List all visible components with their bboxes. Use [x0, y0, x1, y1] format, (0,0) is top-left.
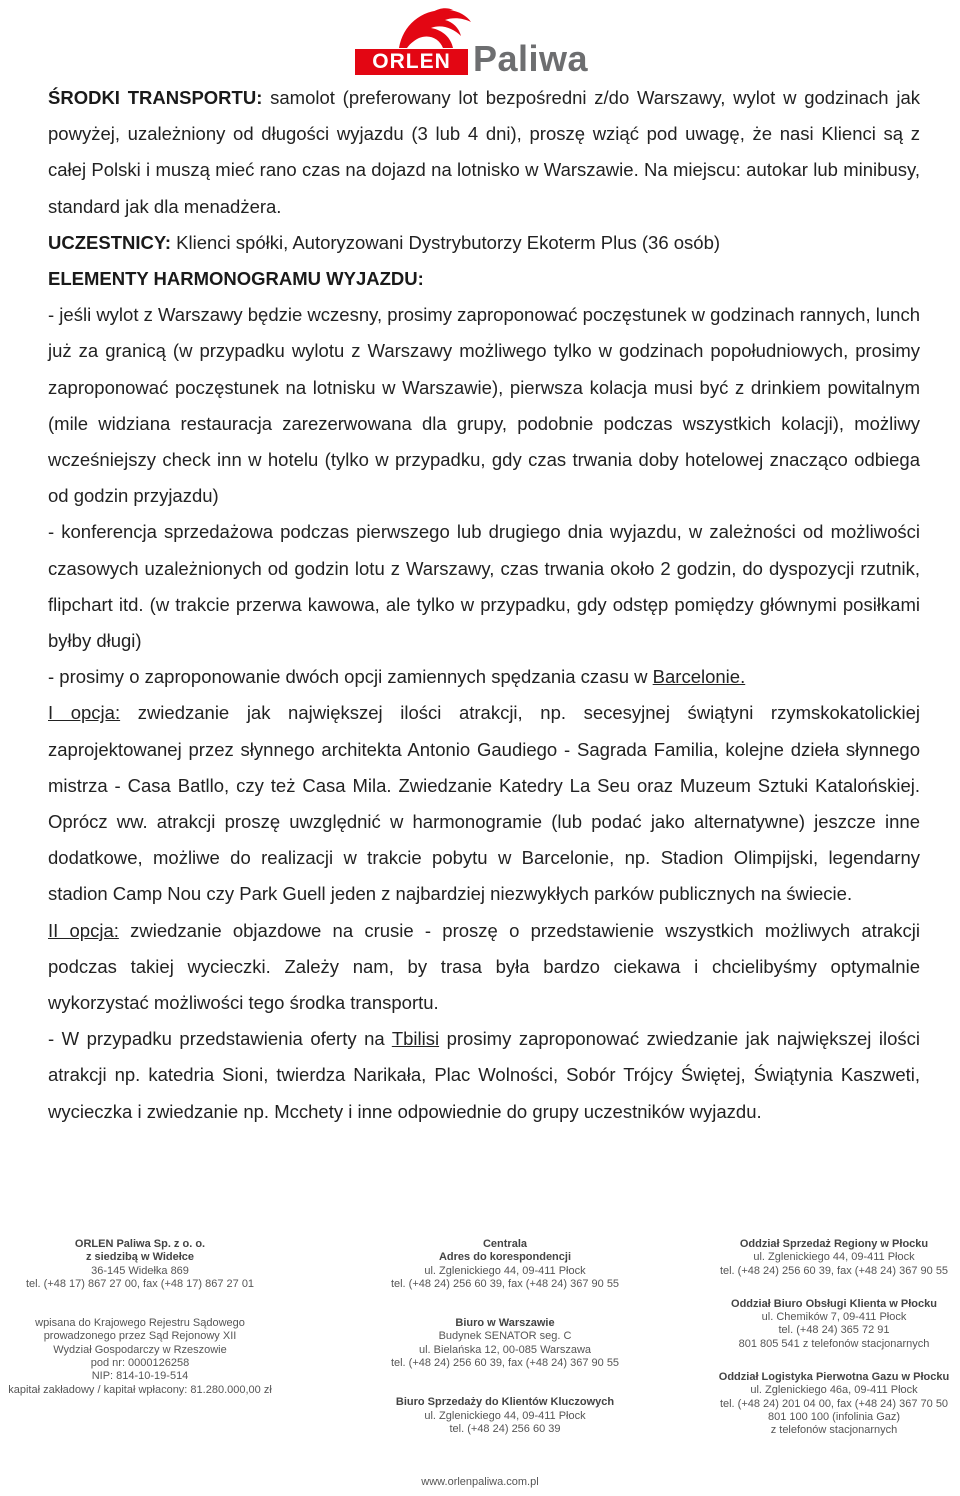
footer-logistics-address: ul. Zglenickiego 46a, 09-411 Płock [750, 1384, 918, 1397]
footer-key-accounts-title: Biuro Sprzedaży do Klientów Kluczowych [395, 1396, 615, 1409]
logo-wordmark: Paliwa [473, 38, 589, 79]
text-option-one: zwiedzanie jak największej ilości atrakcji, np. secesyjnej świątyni rzymskokatolickiej zaprojektowanej przez słynnego architekta Antonio Gaudiego - Sagrada Familia, kolejne dzieła słynnego mistrza - Casa Batllo, czy też Casa Mila. Zwiedzanie Katedry La Seu oraz Muzeum Sztuki Katalońskiej. Oprócz ww. atrakcji proszę uwzględnić w harmonogramie (lub podać jako alternatywne) jeszcze inne dodatkowe, możliwe do realizacji w trakcie pobytu w Barcelonie, np. Stadion Olimpijski, legendarny stadion Camp Nou czy Park Guell jeden z najbardziej niezwykłych parków publicznych na świecie. [48, 702, 920, 905]
footer-service-phone: tel. (+48 24) 365 72 91 [778, 1324, 890, 1337]
footer-office-column [360, 1238, 650, 1436]
footer-registry-2: prowadzonego przez Sąd Rejonowy XII [43, 1330, 237, 1343]
link-barcelona: Barcelonie. [652, 666, 746, 688]
link-tbilisi: Tbilisi [391, 1028, 440, 1050]
footer-sales-title: Oddział Sprzedaż Regiony w Płocku [739, 1238, 929, 1250]
paragraph-options-intro [48, 659, 920, 695]
footer-warsaw-phone: tel. (+48 24) 256 60 39, fax (+48 24) 367 90 55 [390, 1357, 620, 1370]
footer-registry-3: Wydział Gospodarczy w Rzeszowie [53, 1343, 227, 1356]
logo-badge: ORLEN [355, 49, 468, 75]
footer-krs: pod nr: 0000126258 [90, 1357, 190, 1370]
footer-logistics-phone: tel. (+48 24) 201 04 00, fax (+48 24) 367 70 50 [719, 1397, 949, 1410]
text-participants: Klienci spółki, Autoryzowani Dystrybutorzy Ekoterm Plus (36 osób) [171, 231, 721, 253]
footer-hq-title: Centrala [482, 1238, 528, 1250]
footer-company-name: ORLEN Paliwa Sp. z o. o. [74, 1238, 206, 1250]
footer-website: www.orlenpaliwa.com.pl [421, 1476, 539, 1488]
footer-key-accounts-address: ul. Zglenickiego 44, 09-411 Płock [424, 1409, 586, 1422]
label-participants: UCZESTNICY: [48, 231, 171, 253]
footer-capital: kapitał zakładowy / kapitał wpłacony: 81.280.000,00 zł [8, 1383, 272, 1396]
eagle-icon [393, 4, 473, 50]
label-option-two: II opcja: [48, 919, 119, 941]
document-body [48, 80, 920, 1130]
paragraph-conference: - konferencja sprzedażowa podczas pierwszego lub drugiego dnia wyjazdu, w zależności od możliwości czasowych uzależnionych od godzin lotu z Warszawy, czas trwania około 2 godzin, do dyspozycji rzutnik, flipchart itd. (w trakcie przerwa kawowa, ale tylko w przypadku, gdy odstęp pomiędzy głównymi posiłkami byłby długi) [48, 521, 920, 652]
footer-company-column [0, 1238, 280, 1397]
text-tbilisi: prosimy zaproponować zwiedzanie jak największej ilości atrakcji np. katedria Sioni, twierdza Narikała, Plac Wolności, Sobór Trójcy Świętej, Świątynia Kaszweti, wycieczka i zwiedzanie np. Mcchety i inne odpowiednie do grupy uczestników wyjazdu. [48, 1028, 920, 1122]
paragraph-tbilisi [48, 1021, 920, 1130]
paragraph-participants [48, 225, 920, 261]
paragraph-option-two [48, 913, 920, 1022]
footer-service-hotline: 801 805 541 z telefonów stacjonarnych [738, 1337, 930, 1350]
text-transport: samolot (preferowany lot bezpośredni z/do Warszawy, wylot w godzinach jak powyżej, uzależniony od długości wyjazdu (3 lub 4 dni), proszę wziąć pod uwagę, że nasi Klienci są z całej Polski i muszą mieć rano czas na dojazd na lotnisko w Warszawie. Na miejscu: autokar lub minibusy, standard jak dla menadżera. [48, 87, 920, 217]
footer-registry-1: wpisana do Krajowego Rejestru Sądowego [35, 1317, 245, 1330]
footer-hq-phone: tel. (+48 24) 256 60 39, fax (+48 24) 367 90 55 [390, 1277, 620, 1290]
footer-nip: NIP: 814-10-19-514 [91, 1370, 189, 1383]
footer-warsaw-title: Biuro w Warszawie [455, 1317, 555, 1330]
label-transport: ŚRODKI TRANSPORTU: [48, 87, 263, 108]
footer-key-accounts-phone: tel. (+48 24) 256 60 39 [449, 1422, 561, 1435]
footer-service-address: ul. Chemików 7, 09-411 Płock [761, 1311, 907, 1324]
paragraph-departure: - jeśli wylot z Warszawy będzie wczesny, prosimy zaproponować poczęstunek w godzinach rannych, lunch już za granicą (w przypadku wylotu z Warszawy możliwego tylko w godzinach popołudniowych, prosimy zaproponować poczęstunek na lotnisku w Warszawie), pierwsza kolacja musi być z drinkiem powitalnym (mile widziana restauracja zarezerwowana dla grupy, podobnie podczas wszystkich kolacji), możliwy wcześniejszy check inn w hotelu (tylko w przypadku, gdy czas trwania doby hotelowej znacząco odbiega od godzin przyjazdu) [48, 304, 920, 507]
footer-hq-subtitle: Adres do korespondencji [438, 1251, 572, 1264]
footer-logistics-title: Oddział Logistyka Pierwotna Gazu w Płocku [718, 1371, 950, 1384]
footer-logistics-hotline: 801 100 100 (infolinia Gaz) [767, 1410, 901, 1423]
paragraph-transport [48, 80, 920, 225]
label-option-one: I opcja: [48, 702, 121, 724]
footer-warsaw-address: ul. Bielańska 12, 00-085 Warszawa [418, 1343, 591, 1356]
text-tbilisi-pre: - W przypadku przedstawienia oferty na [48, 1028, 392, 1050]
footer-branches-column [708, 1238, 960, 1438]
footer-sales-phone: tel. (+48 24) 256 60 39, fax (+48 24) 367 90 55 [719, 1264, 949, 1277]
footer-logistics-note: z telefonów stacjonarnych [770, 1424, 898, 1437]
footer-service-title: Oddział Biuro Obsługi Klienta w Płocku [731, 1297, 937, 1310]
text-option-two: zwiedzanie objazdowe na crusie - proszę o przedstawienie wszystkich możliwych atrakcji podczas takiej wycieczki. Zależy nam, by trasa była bardzo ciekawa i chcielibyśmy optymalnie wykorzystać możliwości tego środka transportu. [48, 919, 920, 1014]
paragraph-option-one [48, 695, 920, 912]
footer-phone: tel. (+48 17) 867 27 00, fax (+48 17) 867 27 01 [25, 1277, 255, 1290]
heading-schedule: ELEMENTY HARMONOGRAMU WYJAZDU: [48, 268, 424, 290]
footer-warsaw-building: Budynek SENATOR seg. C [438, 1330, 572, 1343]
text-options-intro: - prosimy o zaproponowanie dwóch opcji zamiennych spędzania czasu w [48, 666, 653, 688]
footer-seat: z siedzibą w Widełce [85, 1251, 195, 1264]
footer-hq-address: ul. Zglenickiego 44, 09-411 Płock [424, 1264, 586, 1277]
footer-sales-address: ul. Zglenickiego 44, 09-411 Płock [753, 1251, 915, 1264]
orlen-paliwa-logo [355, 4, 600, 79]
footer-address: 36-145 Widełka 869 [91, 1264, 189, 1277]
